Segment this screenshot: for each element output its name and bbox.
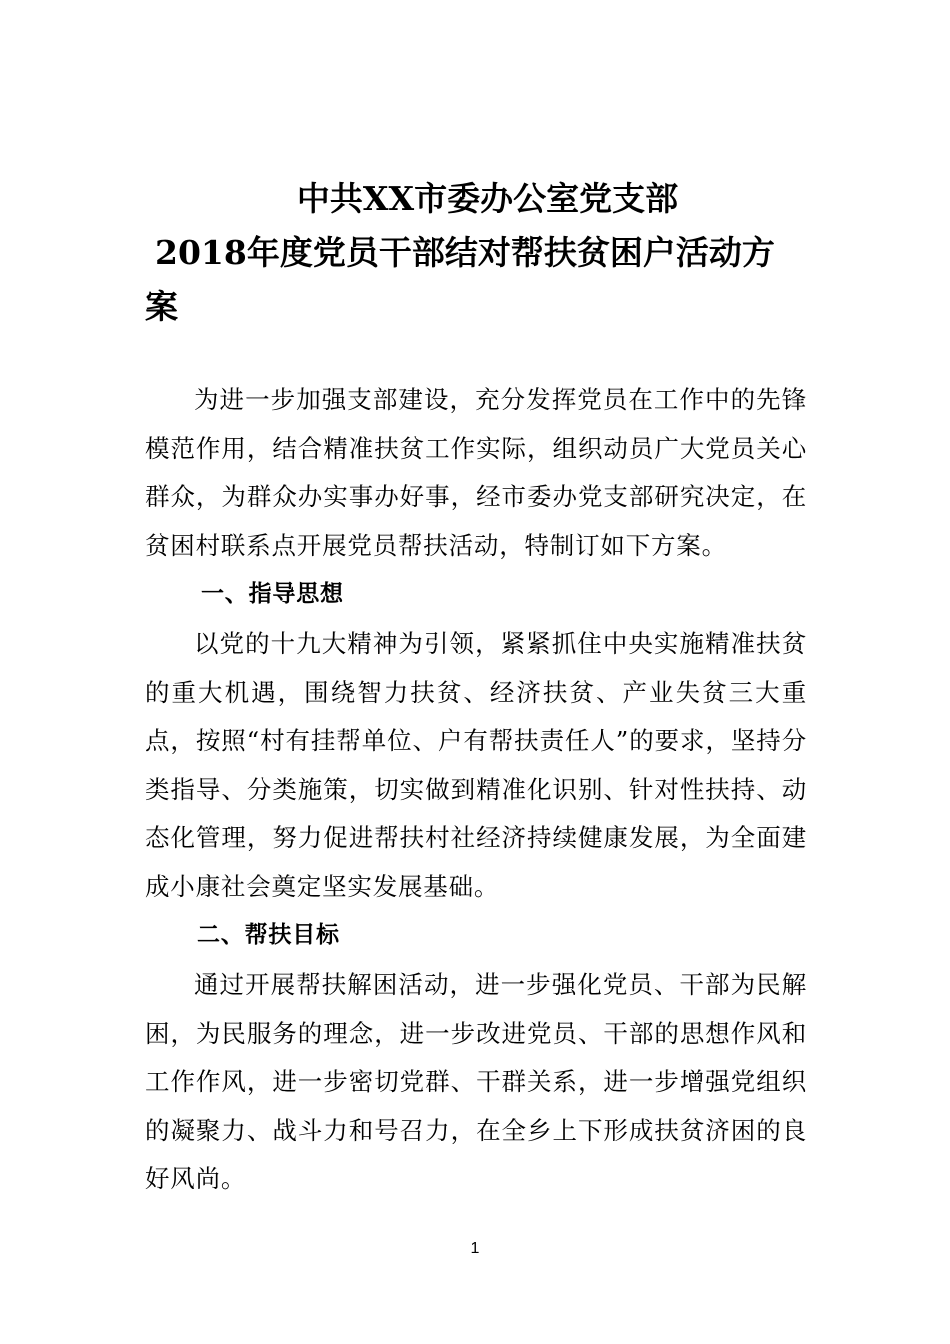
document-body [145,376,807,1204]
section-heading-assistance-goals: 二、帮扶目标 [197,922,340,948]
section-paragraph-assistance-goals: 通过开展帮扶解困活动，进一步强化党员、干部为民解困，为民服务的理念，进一步改进党员、干部的思想作风和工作作风，进一步密切党群、干群关系，进一步增强党组织的凝聚力、战斗力和号召力，在全乡上下形成扶贫济困的良好风尚。 [145,970,807,1193]
title-line-1: 中共XX市委办公室党支部 [296,179,679,218]
document-title [145,172,810,334]
intro-paragraph: 为进一步加强支部建设，充分发挥党员在工作中的先锋模范作用，结合精准扶贫工作实际，组织动员广大党员关心群众，为群众办实事办好事，经市委办党支部研究决定，在贫困村联系点开展党员帮扶活动，特制订如下方案。 [145,385,807,560]
title-line-2: 2018年度党员干部结对帮扶贫困户活动方 [155,233,775,272]
section-heading-guiding-thought: 一、指导思想 [201,581,344,607]
title-line-3: 案 [145,287,178,326]
page-number: 1 [470,1240,480,1257]
section-paragraph-guiding-thought: 以党的十九大精神为引领，紧紧抓住中央实施精准扶贫的重大机遇，围绕智力扶贫、经济扶贫、产业失贫三大重点，按照“村有挂帮单位、户有帮扶责任人”的要求，坚持分类指导、分类施策，切实做到精准化识别、针对性扶持、动态化管理，努力促进帮扶村社经济持续健康发展，为全面建成小康社会奠定坚实发展基础。 [145,629,807,901]
